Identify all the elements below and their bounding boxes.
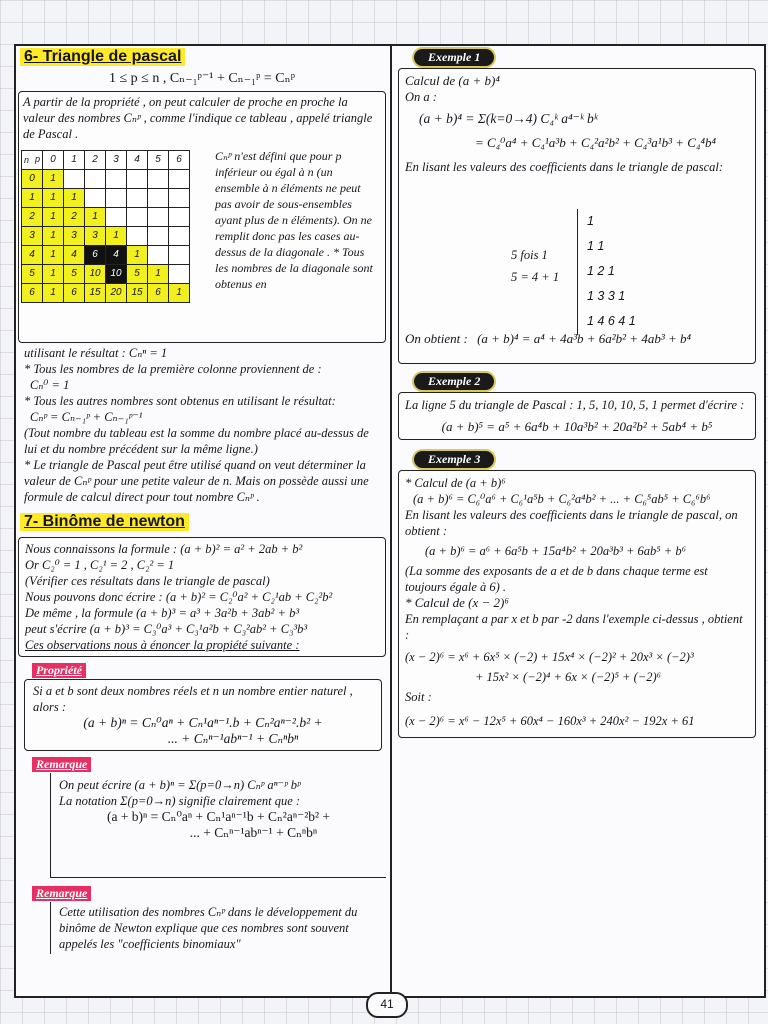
remarque-1-tag [32,755,386,773]
table-cell: 1 [43,189,64,208]
table-cell [148,227,169,246]
exemple-1-line-1: Calcul de (a + b)⁴ [405,73,500,88]
exemple-3-formula-1: (a + b)⁶ = C₆⁰a⁶ + C₆¹a⁵b + C₆²a⁴b² + ... + C₆⁵ab⁵ + C₆⁶b⁶ [413,492,711,506]
table-cell [148,189,169,208]
table-row [22,265,190,284]
table-cell [169,265,190,284]
table-cell: 1 [43,208,64,227]
pascal-table-wrap [21,150,190,303]
exemple-1-triangle [587,209,636,334]
propriete-label: Propriété [32,663,86,678]
exemple-3-formula-2: (a + b)⁶ = a⁶ + 6a⁵b + 15a⁴b² + 20a³b³ + 6ab⁵ + b⁶ [425,544,686,558]
bullet-first-column: * Tous les nombres de la première colonne proviennent de : [24,362,322,376]
column-header: 5 [148,151,169,170]
table-cell [85,189,106,208]
exemple-3-line-5: En remplaçant a par x et b par -2 dans l'exemple ci-dessus , obtient : [405,612,743,642]
binome-line-3: (Vérifier ces résultats dans le triangle de pascal) [25,574,270,588]
column-header: 2 [85,151,106,170]
remarque-1-line-1: On peut écrire (a + b)ⁿ = Σ(p=0→n) Cₙᵖ aⁿ⁻ᵖ bᵖ [59,778,301,792]
exemple-2-label: Exemple 2 [414,373,494,390]
bullet-first-column-formula: Cₙ⁰ = 1 [30,378,70,392]
exemple-3-line-3: (La somme des exposants de a et de b dans chaque terme est toujours égale à 6) . [405,564,708,594]
exemple-1-formula-1: (a + b)⁴ = Σ(k=0→4) C₄ᵏ a⁴⁻ᵏ bᵏ [419,111,598,126]
table-cell: 5 [64,265,85,284]
table-cell: 3 [85,227,106,246]
exemple-3-soit: Soit : [405,690,432,704]
exemple-1-tag [414,48,756,66]
table-cell [169,227,190,246]
corner-label-n: n [24,155,30,165]
column-header: 0 [43,151,64,170]
triangle-row-1: 1 [587,214,594,228]
exemple-1-line-3: En lisant les valeurs des coefficients dans le triangle de pascal: [405,160,723,174]
table-cell [169,246,190,265]
triangle-row-4: 1 3 3 1 [587,289,626,303]
bullet-others-formula: Cₙᵖ = Cₙ₋₁ᵖ + Cₙ₋₁ᵖ⁻¹ [30,410,143,424]
column-header: 1 [64,151,85,170]
table-cell [106,208,127,227]
binome-box [18,537,386,657]
exemple-2-tag [414,372,756,390]
table-cell: 3 [64,227,85,246]
exemple-3-line-1: * Calcul de (a + b)⁶ [405,476,506,490]
table-cell: 2 [64,208,85,227]
triangle-row-5: 1 4 6 4 1 [587,314,636,328]
exemple-1-formula-2: = C₄⁰a⁴ + C₄¹a³b + C₄²a²b² + C₄³a¹b³ + C₄⁴b⁴ [475,135,717,150]
row-header: 3 [22,227,43,246]
section-6-title: 6- Triangle de pascal [20,48,185,66]
table-row [22,208,190,227]
table-cell [85,170,106,189]
binome-line-4: Nous pouvons donc écrire : (a + b)² = C₂⁰a² + C₂¹ab + C₂²b² [25,590,333,604]
exemple-1-result-row [405,331,691,347]
table-cell: 15 [127,284,148,303]
table-row [22,284,190,303]
propriete-tag [32,661,386,679]
column-divider [390,44,392,996]
table-cell [127,227,148,246]
triangle-row-2: 1 1 [587,239,605,253]
remarque-1-formula-2: ... + Cₙⁿ⁻¹abⁿ⁻¹ + Cₙⁿbⁿ [189,825,318,840]
row-header: 4 [22,246,43,265]
binome-line-5: De même , la formule (a + b)³ = a³ + 3a²b + 3ab² + b³ [25,606,300,620]
table-cell [169,170,190,189]
table-cell: 1 [148,265,169,284]
utilisant-line: utilisant le résultat : Cₙⁿ = 1 [24,346,168,360]
propriete-text: Si a et b sont deux nombres réels et n un nombre entier naturel , alors : [33,684,353,714]
triangle-brace [577,209,586,335]
exemple-1-note-2: 5 = 4 + 1 [511,270,560,284]
exemple-3-tag [414,450,756,468]
remarque-2-box [50,902,386,954]
binome-line-2: Or C₂⁰ = 1 , C₂¹ = 2 , C₂² = 1 [25,558,175,572]
table-cell: 1 [85,208,106,227]
page-number: 41 [366,992,408,1018]
exemple-1-result-label: On obtient : [405,331,468,346]
exemple-1-box [398,68,756,364]
pascal-notes [18,343,386,507]
exemple-1-line-2: On a : [405,90,437,104]
pascal-intro: A partir de la propriété , on peut calculer de proche en proche la valeur des nombres Cₙᵖ , comme l'indique ce tableau , appelé triangle de Pascal . [23,95,373,141]
table-cell [169,208,190,227]
table-cell: 10 [106,265,127,284]
table-cell: 1 [43,284,64,303]
exemple-3-label: Exemple 3 [414,451,494,468]
row-header: 5 [22,265,43,284]
pascal-formula: 1 ≤ p ≤ n , Cₙ₋₁ᵖ⁻¹ + Cₙ₋₁ᵖ = Cₙᵖ [108,71,296,86]
table-cell [64,170,85,189]
table-cell: 1 [64,189,85,208]
column-header: 3 [106,151,127,170]
final-note: * Le triangle de Pascal peut être utilisé quand on veut déterminer la valeur de Cₙᵖ pour une petite valeur de n. Mais on possède aussi une formule de calcul direct pour tout nombre Cₙᵖ . [24,458,369,504]
table-row [22,246,190,265]
triangle-row-3: 1 2 1 [587,264,615,278]
exemple-3-line-4: * Calcul de (x − 2)⁶ [405,595,509,610]
right-column [398,48,756,738]
table-cell [148,208,169,227]
table-cell [106,170,127,189]
table-cell [148,246,169,265]
table-cell: 1 [106,227,127,246]
remarque-2-text: Cette utilisation des nombres Cₙᵖ dans le développement du binôme de Newton explique que ces nombres sont souvent appelés les "coefficients binomiaux" [59,905,358,951]
binome-line-7: Ces observations nous à énoncer la propiété suivante : [25,638,300,652]
table-corner-n-p [22,151,43,170]
table-cell: 1 [43,246,64,265]
table-cell: 6 [85,246,106,265]
column-header: 4 [127,151,148,170]
exemple-3-formula-3b: + 15x² × (−2)⁴ + 6x × (−2)⁵ + (−2)⁶ [475,670,661,684]
left-column [18,48,386,954]
table-cell: 10 [85,265,106,284]
table-cell: 1 [43,265,64,284]
row-header: 6 [22,284,43,303]
pascal-side-text: Cₙᵖ n'est défini que pour p inférieur ou égal à n (un ensemble à n éléments ne peut pas avoir de sous-ensembles ayant plus de n éléments). On ne remplit donc pas les cases au-dessus de la diagonale . * Tous les nombres de la diagonale sont obtenus en [215,149,373,291]
exemple-3-formula-4: (x − 2)⁶ = x⁶ − 12x⁵ + 60x⁴ − 160x³ + 240x² − 192x + 61 [405,714,695,728]
table-cell [127,170,148,189]
exemple-3-line-2: En lisant les valeurs des coefficients dans le triangle de pascal, on obtient : [405,508,738,538]
table-cell: 20 [106,284,127,303]
table-cell [127,189,148,208]
propriete-formula-2: ... + Cₙⁿ⁻¹abⁿ⁻¹ + Cₙⁿbⁿ [167,731,299,746]
row-header: 2 [22,208,43,227]
pascal-table [21,150,190,303]
row-header: 0 [22,170,43,189]
pascal-box [18,91,386,343]
column-header: 6 [169,151,190,170]
table-cell: 4 [106,246,127,265]
binome-line-1: Nous connaissons la formule : (a + b)² = a² + 2ab + b² [25,542,303,556]
table-row [22,189,190,208]
table-cell: 5 [127,265,148,284]
exemple-2-box [398,392,756,440]
table-cell: 1 [43,170,64,189]
exemple-1-note-1: 5 fois 1 [511,248,548,262]
propriete-formula-1: (a + b)ⁿ = Cₙ⁰aⁿ + Cₙ¹aⁿ⁻¹.b + Cₙ²aⁿ⁻².b² + [83,715,323,730]
table-cell [127,208,148,227]
exemple-2-formula: (a + b)⁵ = a⁵ + 6a⁴b + 10a³b² + 20a²b² + 5ab⁴ + b⁵ [441,419,713,434]
table-cell: 6 [64,284,85,303]
table-cell [148,170,169,189]
remarque-2-tag [32,884,386,902]
table-row [22,170,190,189]
binome-line-6: peut s'écrire (a + b)³ = C₃⁰a³ + C₃¹a²b + C₃²ab² + C₃³b³ [25,622,308,636]
table-cell: 1 [127,246,148,265]
section-7-title: 7- Binôme de newton [20,513,189,531]
table-row [22,227,190,246]
table-cell [106,189,127,208]
table-cell: 1 [169,284,190,303]
table-cell: 4 [64,246,85,265]
bullet-others: * Tous les autres nombres sont obtenus en utilisant le résultat: [24,394,336,408]
propriete-box [24,679,382,751]
row-header: 1 [22,189,43,208]
table-cell: 1 [43,227,64,246]
table-cell: 6 [148,284,169,303]
remarque-1-line-2: La notation Σ(p=0→n) signifie clairement que : [59,794,301,808]
table-cell: 15 [85,284,106,303]
table-cell [169,189,190,208]
exemple-3-box [398,470,756,738]
remarque-2-label: Remarque [32,886,91,901]
exemple-1-result: (a + b)⁴ = a⁴ + 4a³b + 6a²b² + 4ab³ + b⁴ [477,331,692,346]
exemple-2-line-1: La ligne 5 du triangle de Pascal : 1, 5, 10, 10, 5, 1 permet d'écrire : [405,398,745,412]
remarque-1-formula-1: (a + b)ⁿ = Cₙ⁰aⁿ + Cₙ¹aⁿ⁻¹b + Cₙ²aⁿ⁻²b² + [106,809,331,824]
remarque-1-box [50,773,386,878]
parenthesis-note: (Tout nombre du tableau est la somme du nombre placé au-dessus de lui et du nombre précédent sur la même ligne.) [24,426,369,456]
exemple-3-formula-3a: (x − 2)⁶ = x⁶ + 6x⁵ × (−2) + 15x⁴ × (−2)² + 20x³ × (−2)³ [405,650,694,664]
remarque-1-label: Remarque [32,757,91,772]
exemple-1-label: Exemple 1 [414,49,494,66]
corner-label-p: p [34,154,40,164]
